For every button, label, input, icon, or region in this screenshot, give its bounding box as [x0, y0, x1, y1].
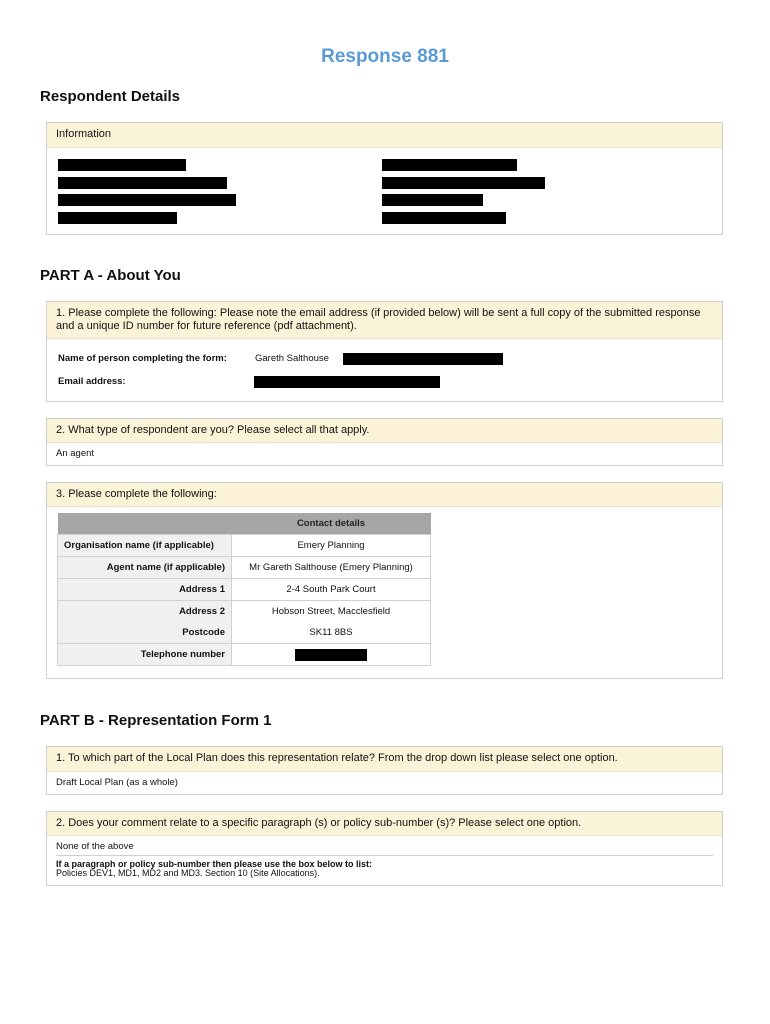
redaction-bar: [343, 353, 503, 365]
table-header-contact-details: Contact details: [232, 513, 431, 535]
redaction-bar: [254, 376, 440, 388]
part-a-q1-box: [46, 301, 723, 402]
table-row: [58, 622, 431, 644]
row-label: Organisation name (if applicable): [58, 535, 232, 557]
row-label: Postcode: [58, 622, 232, 644]
redaction-bar: [382, 212, 506, 224]
information-header: Information: [47, 123, 722, 148]
part-a-q2-box: [46, 418, 723, 466]
row-value: 2-4 South Park Court: [232, 579, 431, 601]
part-b-q1-box: [46, 746, 723, 795]
table-row: [58, 579, 431, 601]
contact-details-table: [57, 513, 431, 666]
row-label: Address 1: [58, 579, 232, 601]
part-a-q3-header: 3. Please complete the following:: [47, 483, 722, 507]
table-row: [58, 644, 431, 666]
row-label: Agent name (if applicable): [58, 557, 232, 579]
redaction-bar: [58, 177, 227, 189]
part-b-q1-header: 1. To which part of the Local Plan does this representation relate? From the drop down list please select one option.: [47, 747, 722, 772]
plan-part-answer: Draft Local Plan (as a whole): [56, 777, 178, 788]
row-label: Address 2: [58, 601, 232, 623]
row-value: [232, 644, 431, 666]
table-row: [58, 601, 431, 623]
row-value: Mr Gareth Salthouse (Emery Planning): [232, 557, 431, 579]
page-title: Response 881: [321, 46, 449, 67]
name-label: Name of person completing the form:: [58, 353, 227, 364]
part-a-q3-box: [46, 482, 723, 679]
redaction-bar: [58, 212, 177, 224]
respondent-type-answer: An agent: [56, 448, 95, 459]
information-box: [46, 122, 723, 235]
redaction-bar: [382, 194, 483, 206]
name-value: Gareth Salthouse: [255, 353, 329, 364]
part-a-q1-header: 1. Please complete the following: Please note the email address (if provided below) will be sent a full copy of the submitted response and a unique ID number for future reference (pdf attachment).: [47, 302, 722, 339]
policy-list-label: If a paragraph or policy sub-number then please use the box below to list:: [56, 859, 373, 869]
policy-list-answer: Policies DEV1, MD1, MD2 and MD3. Section 10 (Site Allocations).: [56, 868, 320, 878]
part-b-q2-box: [46, 811, 723, 886]
email-label: Email address:: [58, 376, 126, 387]
table-header-row: [58, 513, 431, 535]
part-a-heading: PART A - About You: [40, 267, 181, 284]
part-b-q2-header: 2. Does your comment relate to a specific paragraph (s) or policy sub-number (s)? Please select one option.: [47, 812, 722, 836]
respondent-details-heading: Respondent Details: [40, 88, 181, 105]
row-value: Hobson Street, Macclesfield: [232, 601, 431, 623]
divider: [56, 855, 713, 856]
table-header-empty: [58, 513, 232, 535]
table-row: [58, 557, 431, 579]
row-label: Telephone number: [58, 644, 232, 666]
redaction-bar: [382, 177, 545, 189]
redaction-bar: [295, 649, 367, 661]
redaction-bar: [382, 159, 517, 171]
row-value: Emery Planning: [232, 535, 431, 557]
paragraph-answer: None of the above: [56, 841, 134, 852]
table-row: [58, 535, 431, 557]
row-value: SK11 8BS: [232, 622, 431, 644]
part-b-heading: PART B - Representation Form 1: [40, 712, 272, 729]
part-a-q2-header: 2. What type of respondent are you? Please select all that apply.: [47, 419, 722, 443]
redaction-bar: [58, 159, 186, 171]
redaction-bar: [58, 194, 236, 206]
